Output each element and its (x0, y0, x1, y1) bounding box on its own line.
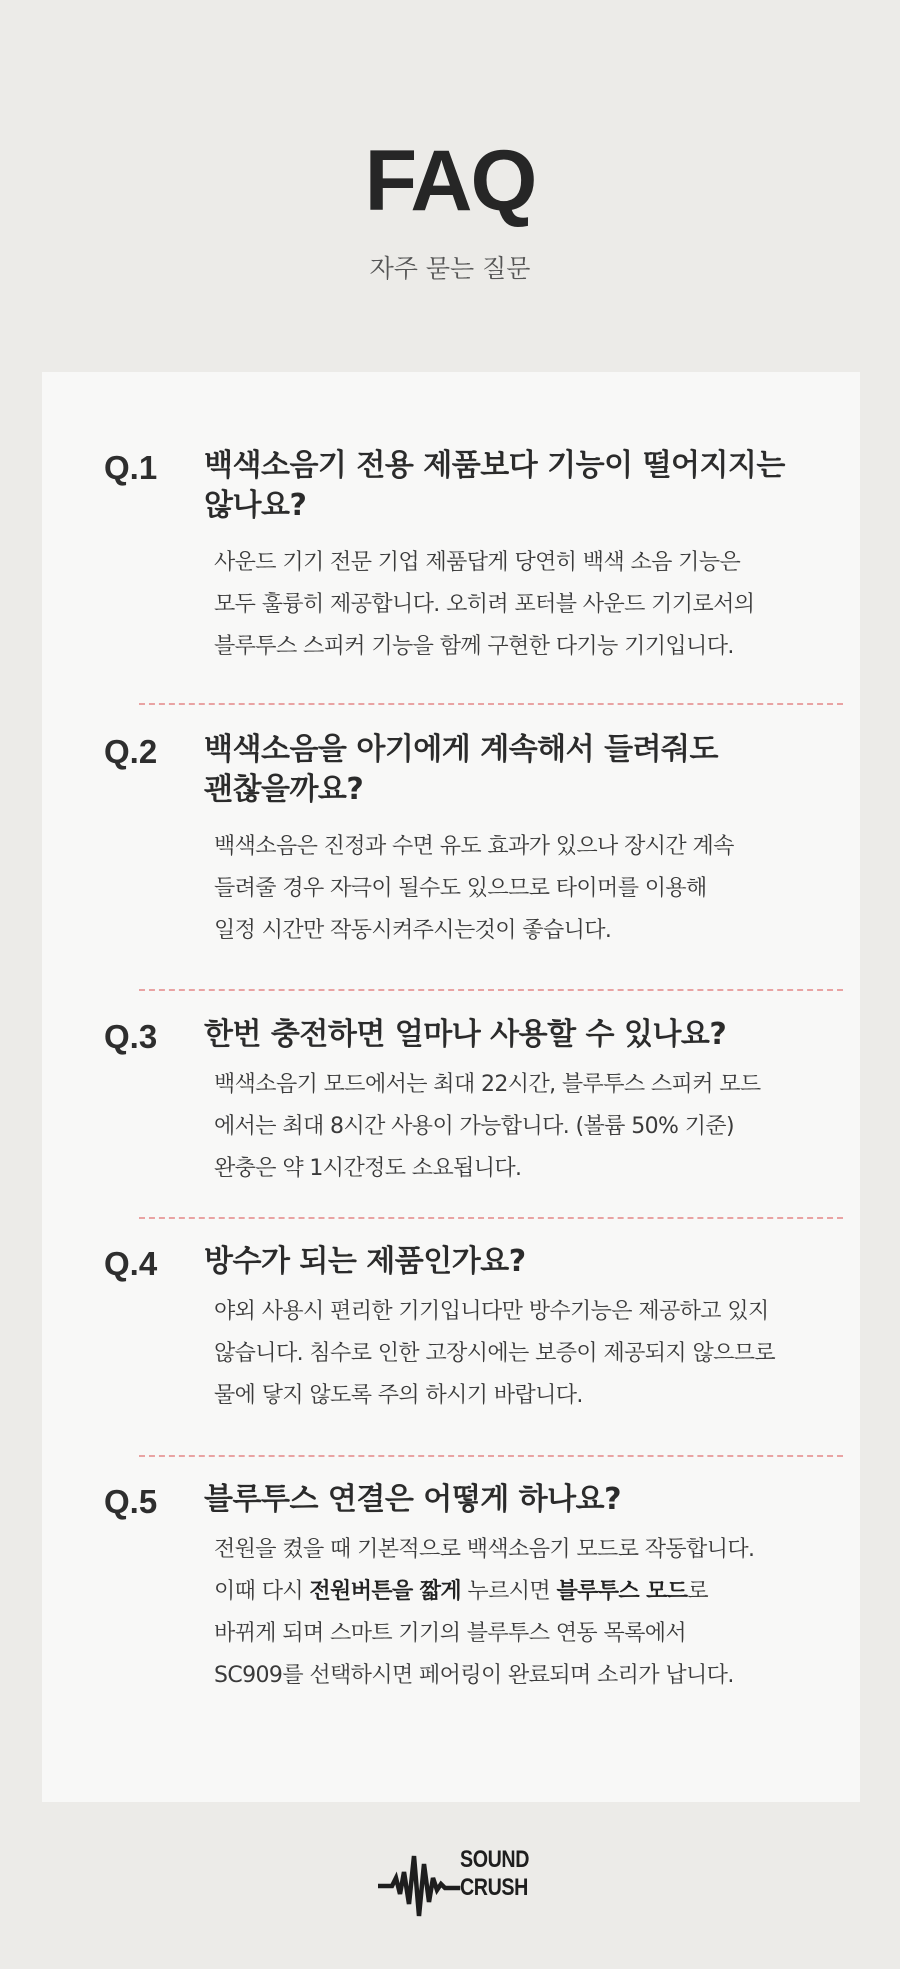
question-line: 않나요? (204, 488, 307, 523)
answer-emphasis: 전원버튼을 짧게 (309, 1579, 462, 1604)
answer-line: 완충은 약 1시간정도 소요됩니다. (214, 1156, 522, 1181)
answer-line: 백색소음기 모드에서는 최대 22시간, 블루투스 스피커 모드 (214, 1072, 761, 1097)
answer-text (214, 542, 844, 668)
question-line: 블루투스 연결은 어떻게 하나요? (204, 1482, 621, 1517)
page-subtitle: 자주 묻는 질문 (369, 254, 531, 283)
answer-text (214, 1291, 844, 1417)
question-number: Q.2 (104, 733, 158, 770)
question-number: Q.1 (104, 449, 158, 486)
answer-line: 백색소음은 진정과 수면 유도 효과가 있으나 장시간 계속 (214, 834, 734, 859)
answer-line: 에서는 최대 8시간 사용이 가능합니다. (볼륨 50% 기준) (214, 1114, 734, 1139)
question-number: Q.3 (104, 1018, 158, 1055)
waveform-icon (378, 1842, 468, 1922)
answer-line: 들려줄 경우 자극이 될수도 있으므로 타이머를 이용해 (214, 876, 707, 901)
answer-line: 야외 사용시 편리한 기기입니다만 방수기능은 제공하고 있지 (214, 1299, 769, 1324)
question-text (204, 1480, 844, 1520)
divider (139, 1217, 843, 1219)
logo-line: CRUSH (460, 1874, 528, 1901)
answer-line: 블루투스 스피커 기능을 함께 구현한 다기능 기기입니다. (214, 634, 734, 659)
question-line: 방수가 되는 제품인가요? (204, 1244, 526, 1279)
answer-segment: 누르시면 (461, 1579, 557, 1604)
logo-wordmark (460, 1846, 529, 1902)
answer-text (214, 1064, 844, 1190)
answer-line: 바뀌게 되며 스마트 기기의 블루투스 연동 목록에서 (214, 1621, 687, 1646)
brand-logo (378, 1842, 538, 1922)
page-title: FAQ (364, 133, 536, 229)
answer-line: 않습니다. 침수로 인한 고장시에는 보증이 제공되지 않으므로 (214, 1341, 776, 1366)
divider (139, 703, 843, 705)
question-line: 한번 충전하면 얼마나 사용할 수 있나요? (204, 1017, 727, 1052)
answer-segment: 로 (687, 1579, 709, 1604)
question-line: 괜찮을까요? (204, 772, 364, 807)
answer-line: 일정 시간만 작동시켜주시는것이 좋습니다. (214, 918, 612, 943)
divider (139, 1455, 843, 1457)
answer-line: SC909를 선택하시면 페어링이 완료되며 소리가 납니다. (214, 1663, 734, 1688)
question-line: 백색소음기 전용 제품보다 기능이 떨어지지는 (204, 448, 785, 483)
logo-line: SOUND (460, 1846, 530, 1873)
answer-line: 물에 닿지 않도록 주의 하시기 바랍니다. (214, 1383, 583, 1408)
answer-line: 모두 훌륭히 제공합니다. 오히려 포터블 사운드 기기로서의 (214, 592, 755, 617)
answer-text (214, 826, 844, 952)
question-text (204, 1242, 844, 1282)
answer-line: 사운드 기기 전문 기업 제품답게 당연히 백색 소음 기능은 (214, 550, 741, 575)
question-text (204, 1015, 844, 1055)
question-number: Q.4 (104, 1245, 158, 1282)
answer-emphasis: 블루투스 모드 (556, 1579, 688, 1604)
answer-text (214, 1529, 844, 1697)
answer-line (214, 1571, 844, 1613)
answer-segment: 이때 다시 (214, 1579, 310, 1604)
divider (139, 989, 843, 991)
question-text (204, 730, 844, 810)
answer-line: 전원을 켰을 때 기본적으로 백색소음기 모드로 작동합니다. (214, 1537, 755, 1562)
question-number: Q.5 (104, 1483, 158, 1520)
question-text (204, 446, 844, 526)
question-line: 백색소음을 아기에게 계속해서 들려줘도 (204, 732, 718, 767)
faq-card (42, 372, 860, 1802)
